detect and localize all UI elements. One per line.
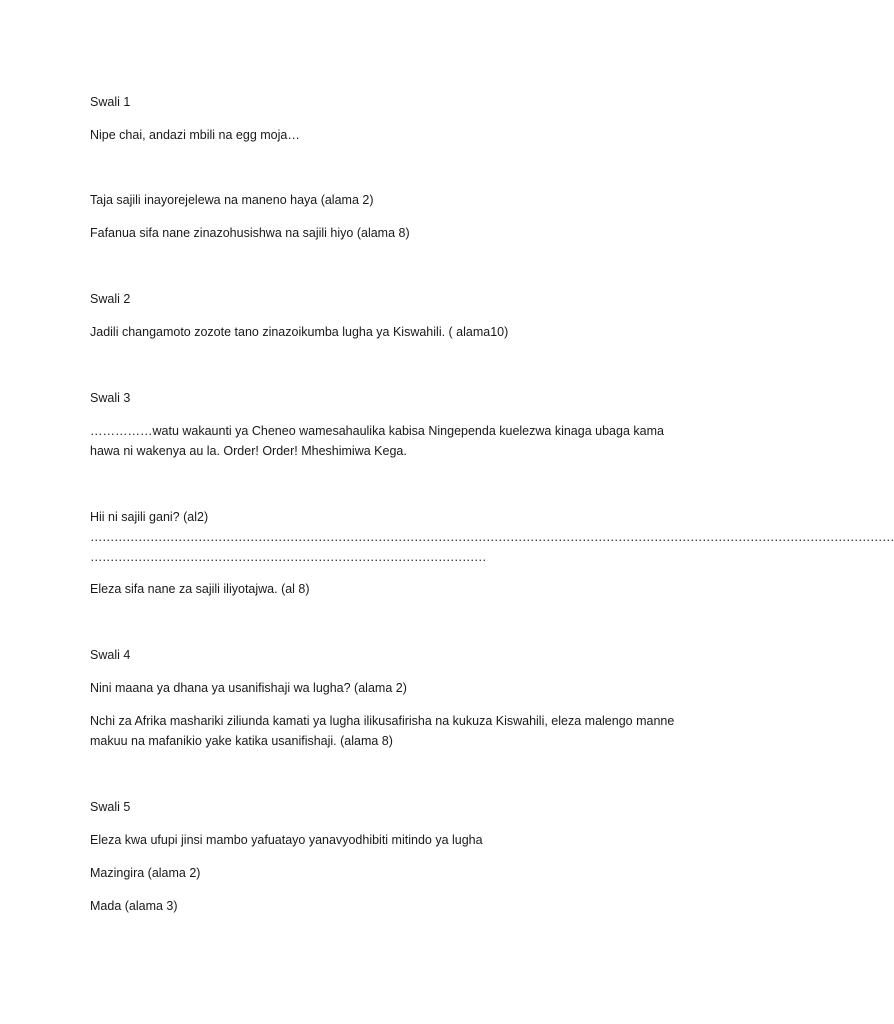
question-2-text: Jadili changamoto zozote tano zinazoikumba lugha ya Kiswahili. ( alama10) (90, 325, 509, 339)
question-3-text-line-1: ……………watu wakaunti ya Cheneo wamesahaulika kabisa Ningependa kuelezwa kinaga ubaga kama (90, 424, 664, 438)
question-4-part-a: Nini maana ya dhana ya usanifishaji wa lugha? (alama 2) (90, 681, 407, 695)
question-3-part-b: Eleza sifa nane za sajili iliyotajwa. (al 8) (90, 582, 310, 596)
question-5-part-a: Mazingira (alama 2) (90, 866, 201, 880)
question-1-part-b: Fafanua sifa nane zinazohusishwa na sajili hiyo (alama 8) (90, 226, 410, 240)
question-3-text-line-2: hawa ni wakenya au la. Order! Order! Mheshimiwa Kega. (90, 444, 407, 458)
answer-dots-line-1: ………………………………………………………………………………………………………………………………………………………………………………… (90, 530, 894, 544)
question-5-heading: Swali 5 (90, 800, 131, 814)
question-3-heading: Swali 3 (90, 391, 131, 405)
question-4-part-b-line-1: Nchi za Afrika mashariki ziliunda kamati ya lugha ilikusafirisha na kukuza Kiswahili, eleza malengo manne (90, 714, 675, 728)
answer-dots-line-2: ……………………………………………………………………………………… (90, 550, 486, 564)
question-2-heading: Swali 2 (90, 292, 131, 306)
question-5-part-b: Mada (alama 3) (90, 899, 178, 913)
question-4-heading: Swali 4 (90, 648, 131, 662)
question-1-part-a: Taja sajili inayorejelewa na maneno haya (alama 2) (90, 193, 374, 207)
question-1-text: Nipe chai, andazi mbili na egg moja… (90, 128, 300, 142)
question-4-part-b-line-2: makuu na mafanikio yake katika usanifishaji. (alama 8) (90, 734, 393, 748)
question-1-heading: Swali 1 (90, 95, 131, 109)
question-5-text: Eleza kwa ufupi jinsi mambo yafuatayo yanavyodhibiti mitindo ya lugha (90, 833, 483, 847)
question-3-part-a: Hii ni sajili gani? (al2) (90, 510, 209, 524)
